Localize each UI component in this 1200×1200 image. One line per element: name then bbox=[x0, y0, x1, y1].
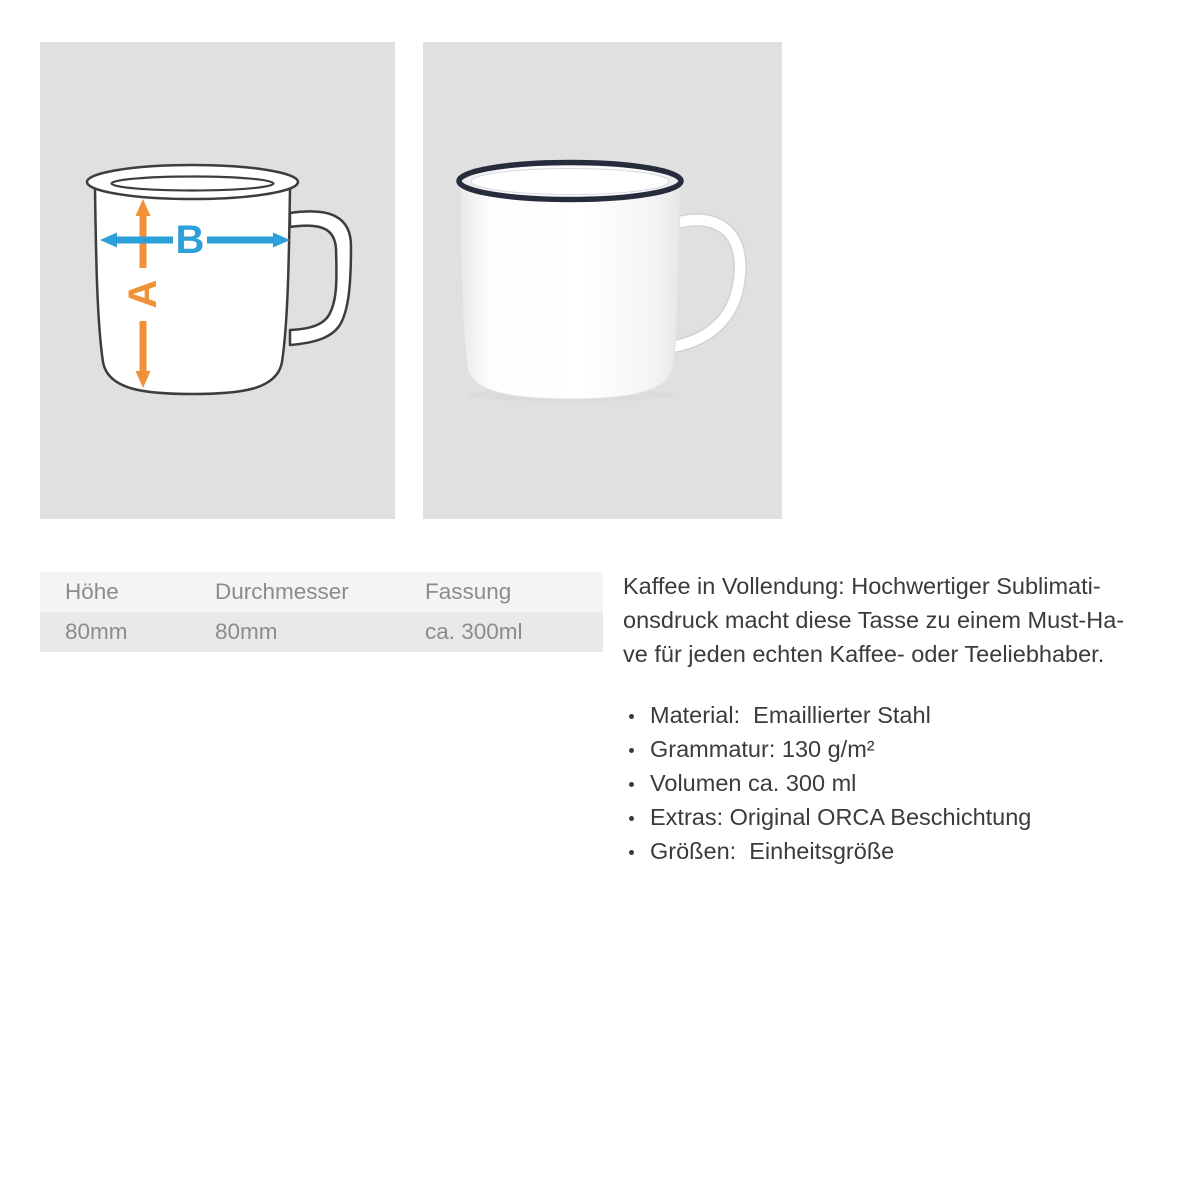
intro-line: ve für jeden echten Kaffee- oder Teeliebhaber. bbox=[623, 641, 1105, 667]
list-item bbox=[623, 732, 1183, 766]
mug-photo-handle bbox=[672, 220, 740, 347]
list-item bbox=[623, 766, 1183, 800]
spec-header-row bbox=[40, 572, 603, 612]
enamel-mug-photo bbox=[423, 42, 782, 519]
feature-material: Material: Emaillierter Stahl bbox=[650, 702, 931, 728]
bullet-icon bbox=[629, 816, 634, 821]
bullet-icon bbox=[629, 714, 634, 719]
feature-groessen: Größen: Einheitsgröße bbox=[650, 838, 895, 864]
mug-photo-rim-inner bbox=[471, 169, 669, 195]
feature-volumen: Volumen ca. 300 ml bbox=[650, 770, 857, 796]
product-description bbox=[623, 569, 1183, 868]
diameter-label: B bbox=[175, 218, 205, 262]
height-label: A bbox=[121, 279, 165, 309]
mug-dimensions-illustration bbox=[40, 42, 395, 519]
mug-outline-rim bbox=[87, 165, 298, 199]
bullet-icon bbox=[629, 782, 634, 787]
size-spec-table bbox=[40, 572, 603, 652]
intro-line: Kaffee in Vollendung: Hochwertiger Sublimati- bbox=[623, 573, 1101, 599]
feature-extras: Extras: Original ORCA Beschichtung bbox=[650, 804, 1032, 830]
spec-value-durchmesser: 80mm bbox=[215, 619, 278, 644]
feature-list bbox=[623, 698, 1183, 868]
list-item bbox=[623, 800, 1183, 834]
intro-line: onsdruck macht diese Tasse zu einem Must-Ha- bbox=[623, 607, 1125, 633]
spec-value-row bbox=[40, 612, 603, 652]
bullet-icon bbox=[629, 850, 634, 855]
spec-header-fassung: Fassung bbox=[425, 579, 512, 604]
list-item bbox=[623, 698, 1183, 732]
spec-value-hoehe: 80mm bbox=[65, 619, 128, 644]
spec-header-durchmesser: Durchmesser bbox=[215, 579, 349, 604]
bullet-icon bbox=[629, 748, 634, 753]
product-photo-panel bbox=[423, 42, 782, 519]
mug-outline-handle bbox=[290, 211, 351, 345]
description-intro bbox=[623, 569, 1183, 671]
spec-header-hoehe: Höhe bbox=[65, 579, 119, 604]
mug-photo-body bbox=[460, 182, 680, 399]
list-item bbox=[623, 834, 1183, 868]
size-diagram-panel bbox=[40, 42, 395, 519]
feature-grammatur: Grammatur: 130 g/m² bbox=[650, 736, 875, 762]
spec-value-fassung: ca. 300ml bbox=[425, 619, 523, 644]
